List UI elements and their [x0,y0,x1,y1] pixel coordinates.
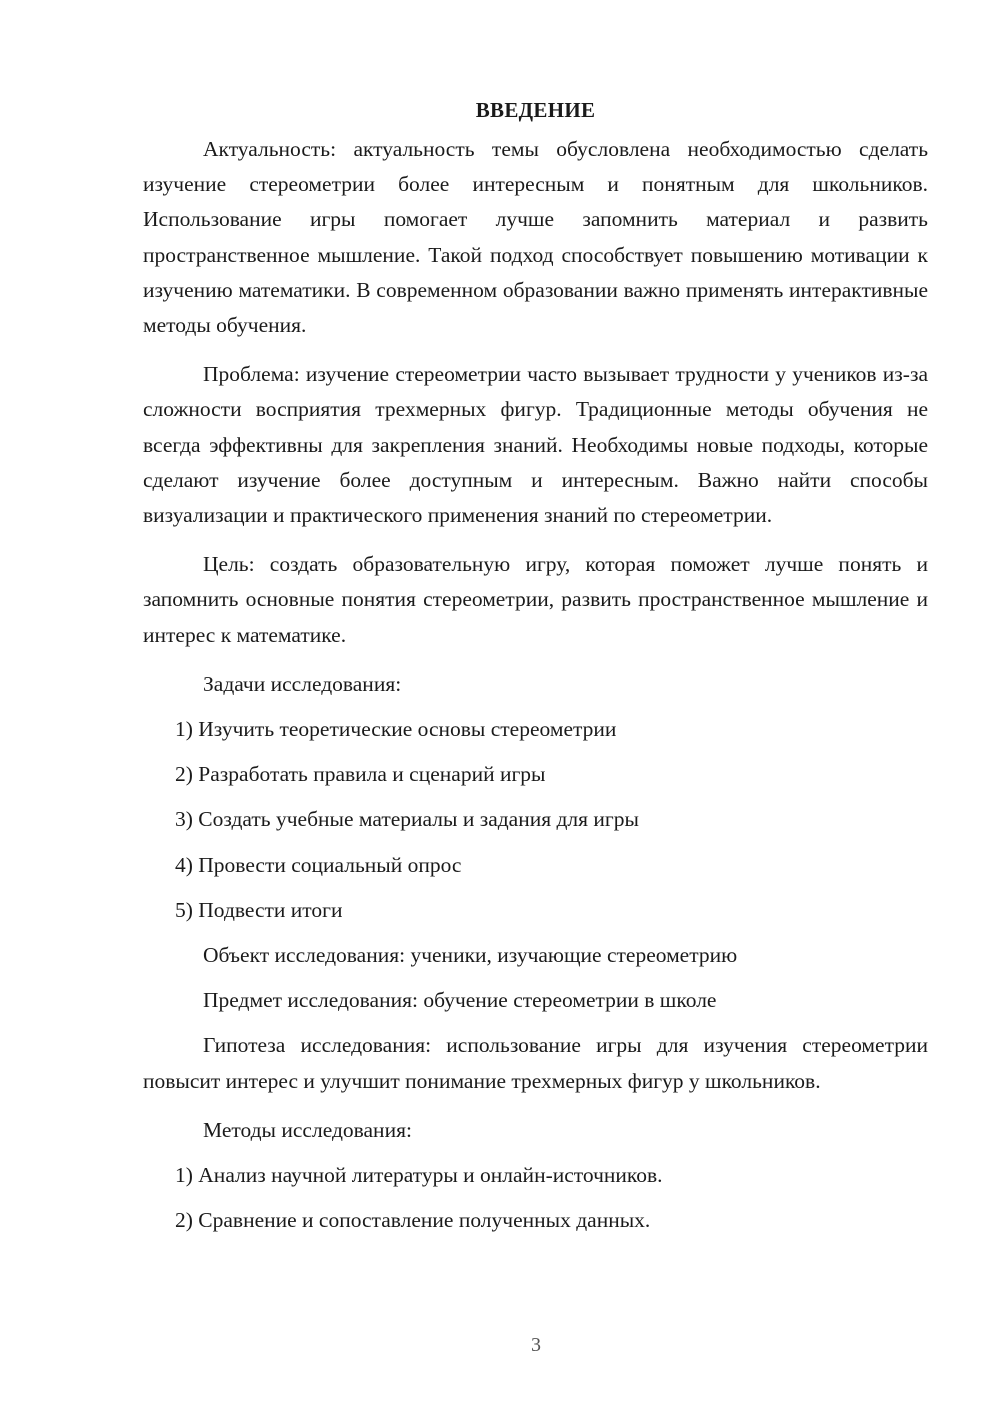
methods-list [143,1158,928,1238]
task-item-4: 4) Провести социальный опрос [175,852,462,877]
task-item-1: 1) Изучить теоретические основы стереометрии [175,717,617,742]
method-item-2: 2) Сравнение и сопоставление полученных данных. [175,1208,651,1233]
section-title: ВВЕДЕНИЕ [475,98,596,122]
method-item-1: 1) Анализ научной литературы и онлайн-источников. [175,1163,663,1188]
research-subject: Предмет исследования: обучение стереометрии в школе [203,988,717,1013]
research-object: Объект исследования: ученики, изучающие стереометрию [203,943,738,968]
methods-heading: Методы исследования: [203,1117,412,1142]
hypothesis-paragraph: Гипотеза исследования: использование игры для изучения стереометрии повысит интерес и улучшит понимание трехмерных фигур у школьников. [143,1033,928,1093]
tasks-heading: Задачи исследования: [203,671,402,696]
task-item-2: 2) Разработать правила и сценарий игры [175,762,546,787]
task-item-3: 3) Создать учебные материалы и задания для игры [175,807,639,832]
tasks-list [143,712,928,928]
problem-paragraph: Проблема: изучение стереометрии часто вызывает трудности у учеников из-за сложности восприятия трехмерных фигур. Традиционные методы обучения не всегда эффективны для закрепления знаний. Необходимы новые подходы, которые сделают изучение более доступным и интересным. Важно найти способы визуализации и практического применения знаний по стереометрии. [143,362,928,528]
task-item-5: 5) Подвести итоги [175,897,343,922]
goal-paragraph: Цель: создать образовательную игру, которая поможет лучше понять и запомнить основные понятия стереометрии, развить пространственное мышление и интерес к математике. [143,552,928,647]
page-number: 3 [531,1334,541,1356]
document-page [143,96,928,1248]
relevance-paragraph: Актуальность: актуальность темы обусловлена необходимостью сделать изучение стереометрии более интересным и понятным для школьников. Использование игры помогает лучше запомнить материал и развить пространственное мышление. Такой подход способствует повышению мотивации к изучению математики. В современном образовании важно применять интерактивные методы обучения. [143,137,928,338]
